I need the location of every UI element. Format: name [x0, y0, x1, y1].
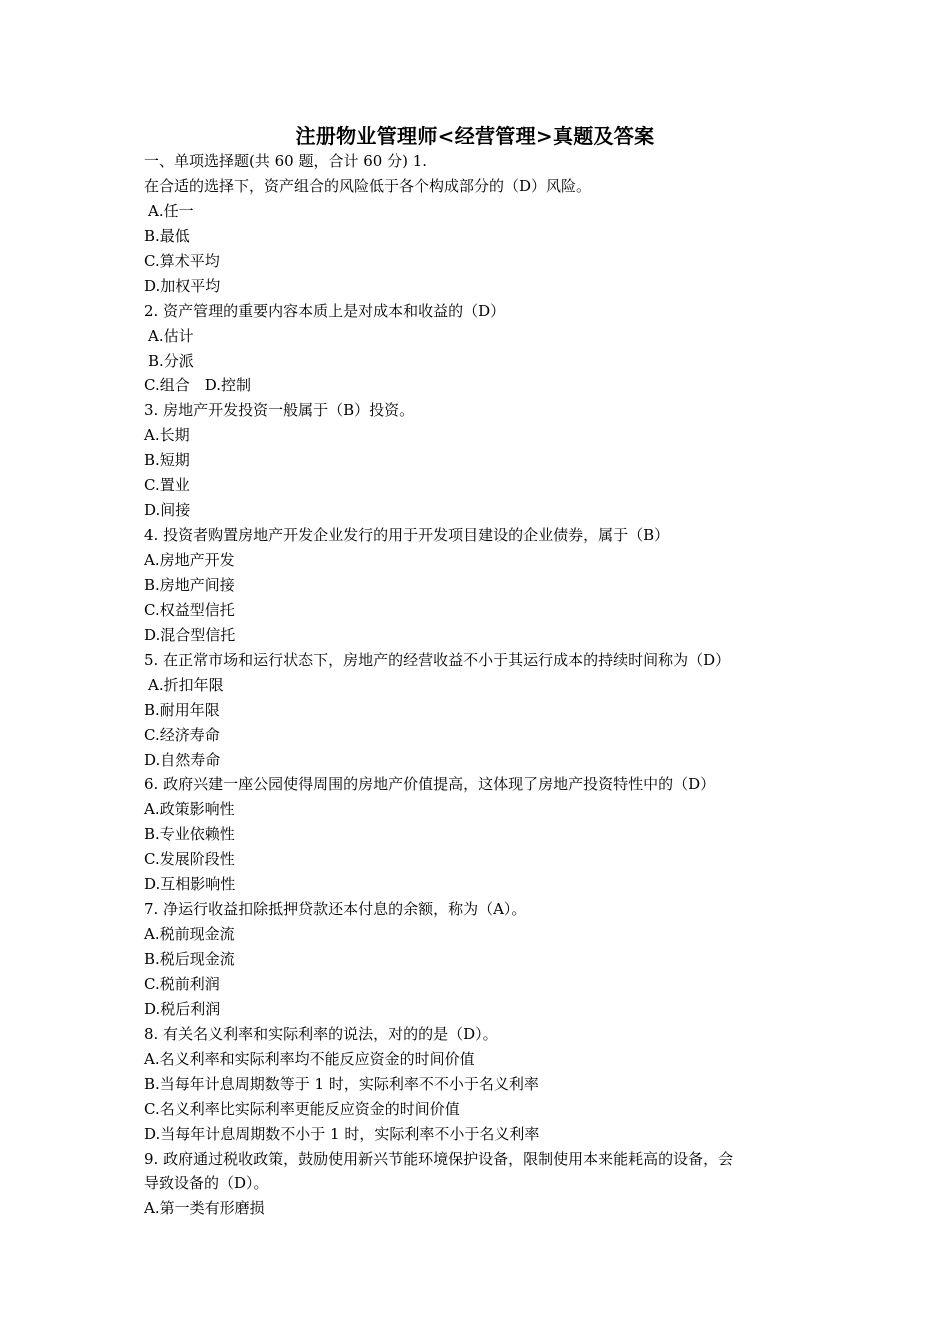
text-line: C.组合 D.控制 [144, 376, 251, 395]
text-line: 在合适的选择下，资产组合的风险低于各个构成部分的（D）风险。 [144, 176, 592, 195]
text-line: 7. 净运行收益扣除抵押贷款还本付息的余额，称为（A）。 [144, 900, 527, 919]
text-line: B.分派 [148, 351, 194, 370]
text-line: 8. 有关名义利率和实际利率的说法，对的的是（D）。 [144, 1024, 498, 1043]
text-line: B.专业依赖性 [144, 825, 235, 844]
text-line: A.房地产开发 [144, 551, 235, 569]
text-line: C.税前利润 [144, 974, 220, 993]
text-line: A.折扣年限 [148, 675, 224, 694]
text-line: A.长期 [144, 426, 190, 445]
text-line: D.互相影响性 [144, 875, 236, 894]
text-line: A.估计 [148, 326, 194, 345]
text-line: A.名义利率和实际利率均不能反应资金的时间价值 [144, 1049, 475, 1068]
text-line: 2. 资产管理的重要内容本质上是对成本和收益的（D） [144, 301, 506, 320]
text-line: D.间接 [144, 501, 191, 520]
text-line: C.发展阶段性 [144, 850, 235, 869]
text-line: C.名义利率比实际利率更能反应资金的时间价值 [144, 1099, 460, 1118]
text-line: D.混合型信托 [144, 625, 236, 644]
text-line: B.最低 [144, 226, 190, 245]
document-body [144, 149, 814, 1221]
text-line: B.当每年计息周期数等于 1 时，实际利率不不小于名义利率 [144, 1074, 539, 1093]
text-line: C.经济寿命 [144, 725, 220, 744]
text-line: D.自然寿命 [144, 750, 221, 769]
text-line: 一、单项选择题(共 60 题，合计 60 分) 1. [144, 152, 428, 170]
text-line: C.权益型信托 [144, 600, 235, 619]
text-line: 4. 投资者购置房地产开发企业发行的用于开发项目建设的企业债券，属于（B） [144, 526, 670, 545]
text-line: 3. 房地产开发投资一般属于（B）投资。 [144, 401, 415, 420]
text-line: 5. 在正常市场和运行状态下，房地产的经营收益不小于其运行成本的持续时间称为（D） [144, 650, 731, 669]
text-line: C.置业 [144, 476, 190, 495]
text-line: D.加权平均 [144, 276, 221, 295]
text-line: B.短期 [144, 451, 190, 470]
text-line: D.税后利润 [144, 999, 221, 1018]
text-line: 6. 政府兴建一座公园使得周围的房地产价值提高，这体现了房地产投资特性中的（D） [144, 775, 716, 794]
text-line: A.任一 [148, 201, 194, 220]
text-line: A.第一类有形磨损 [144, 1199, 265, 1218]
text-line: C.算术平均 [144, 251, 220, 270]
text-line: 9. 政府通过税收政策，鼓励使用新兴节能环境保护设备，限制使用本来能耗高的设备，会 [144, 1149, 734, 1168]
text-line: A.税前现金流 [144, 925, 235, 944]
text-line: B.税后现金流 [144, 950, 235, 968]
document-title: 注册物业管理师<经营管理>真题及答案 [295, 124, 655, 148]
text-line: 导致设备的（D）。 [144, 1174, 269, 1193]
text-line: A.政策影响性 [144, 800, 235, 819]
text-line: B.耐用年限 [144, 700, 220, 719]
text-line: D.当每年计息周期数不小于 1 时，实际利率不小于名义利率 [144, 1124, 540, 1143]
text-line: B.房地产间接 [144, 575, 235, 594]
